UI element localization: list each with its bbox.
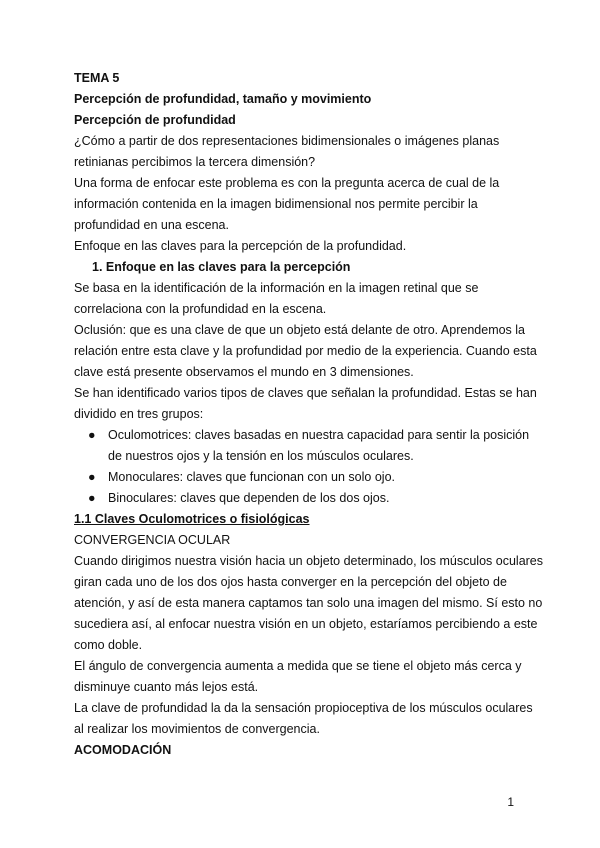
document-title: Percepción de profundidad, tamaño y movimiento: [74, 92, 372, 106]
subsection-heading: 1.1 Claves Oculomotrices o fisiológicas: [74, 512, 310, 526]
section-title: Percepción de profundidad: [74, 113, 236, 127]
document-page: [74, 68, 544, 761]
paragraph-line: ¿Cómo a partir de dos representaciones bidimensionales o imágenes planas: [74, 134, 500, 148]
paragraph-line: Oclusión: que es una clave de que un objeto está delante de otro. Aprendemos la: [74, 323, 526, 337]
list-item-text: Oculomotrices: claves basadas en nuestra capacidad para sentir la posición: [108, 428, 530, 442]
paragraph-line: atención, y así de esta manera captamos tan solo una imagen del mismo. Sí esto no: [74, 596, 543, 610]
subsection-subtitle: CONVERGENCIA OCULAR: [74, 533, 231, 547]
paragraph-line: La clave de profundidad la da la sensación propioceptiva de los músculos oculares: [74, 701, 533, 715]
paragraph-line: relación entre esta clave y la profundidad por medio de la experiencia. Cuando esta: [74, 344, 537, 358]
list-item-continuation: de nuestros ojos y la tensión en los músculos oculares.: [108, 449, 414, 463]
bullet-icon: ●: [88, 428, 96, 442]
paragraph-line: dividido en tres grupos:: [74, 407, 204, 421]
paragraph-line: Se han identificado varios tipos de claves que señalan la profundidad. Estas se han: [74, 386, 537, 400]
paragraph-line: sucediera así, al enfocar nuestra visión en un objeto, estaríamos percibiendo a este: [74, 617, 538, 631]
list-item-text: Monoculares: claves que funcionan con un solo ojo.: [108, 470, 395, 484]
paragraph-line: disminuye cuanto más lejos está.: [74, 680, 259, 694]
paragraph-line: El ángulo de convergencia aumenta a medida que se tiene el objeto más cerca y: [74, 659, 522, 673]
list-item: [74, 488, 530, 509]
paragraph-line: información contenida en la imagen bidimensional nos permite percibir la: [74, 197, 478, 211]
paragraph-line: correlaciona con la profundidad en la escena.: [74, 302, 327, 316]
paragraph-line: al realizar los movimientos de convergencia.: [74, 722, 320, 736]
tema-label: TEMA 5: [74, 71, 120, 85]
list-item: [74, 467, 530, 488]
list-item-text: Binoculares: claves que dependen de los dos ojos.: [108, 491, 390, 505]
paragraph-line: Se basa en la identificación de la información en la imagen retinal que se: [74, 281, 479, 295]
paragraph-line: como doble.: [74, 638, 143, 652]
paragraph-line: retinianas percibimos la tercera dimensión?: [74, 155, 316, 169]
page-number: 1: [507, 795, 514, 809]
bullet-icon: ●: [88, 491, 96, 505]
paragraph-line: giran cada uno de los dos ojos hasta converger en la percepción del objeto de: [74, 575, 507, 589]
paragraph-line: clave está presente observamos el mundo en 3 dimensiones.: [74, 365, 414, 379]
paragraph-line: Enfoque en las claves para la percepción de la profundidad.: [74, 239, 407, 253]
paragraph-line: profundidad en una escena.: [74, 218, 229, 232]
bullet-icon: ●: [88, 470, 96, 484]
numbered-heading: 1. Enfoque en las claves para la percepción: [92, 260, 351, 274]
paragraph-line: Cuando dirigimos nuestra visión hacia un objeto determinado, los músculos oculares: [74, 554, 544, 568]
next-subtitle: ACOMODACIÓN: [74, 743, 172, 757]
paragraph-line: Una forma de enfocar este problema es con la pregunta acerca de cual de la: [74, 176, 500, 190]
list-item: [74, 425, 530, 446]
